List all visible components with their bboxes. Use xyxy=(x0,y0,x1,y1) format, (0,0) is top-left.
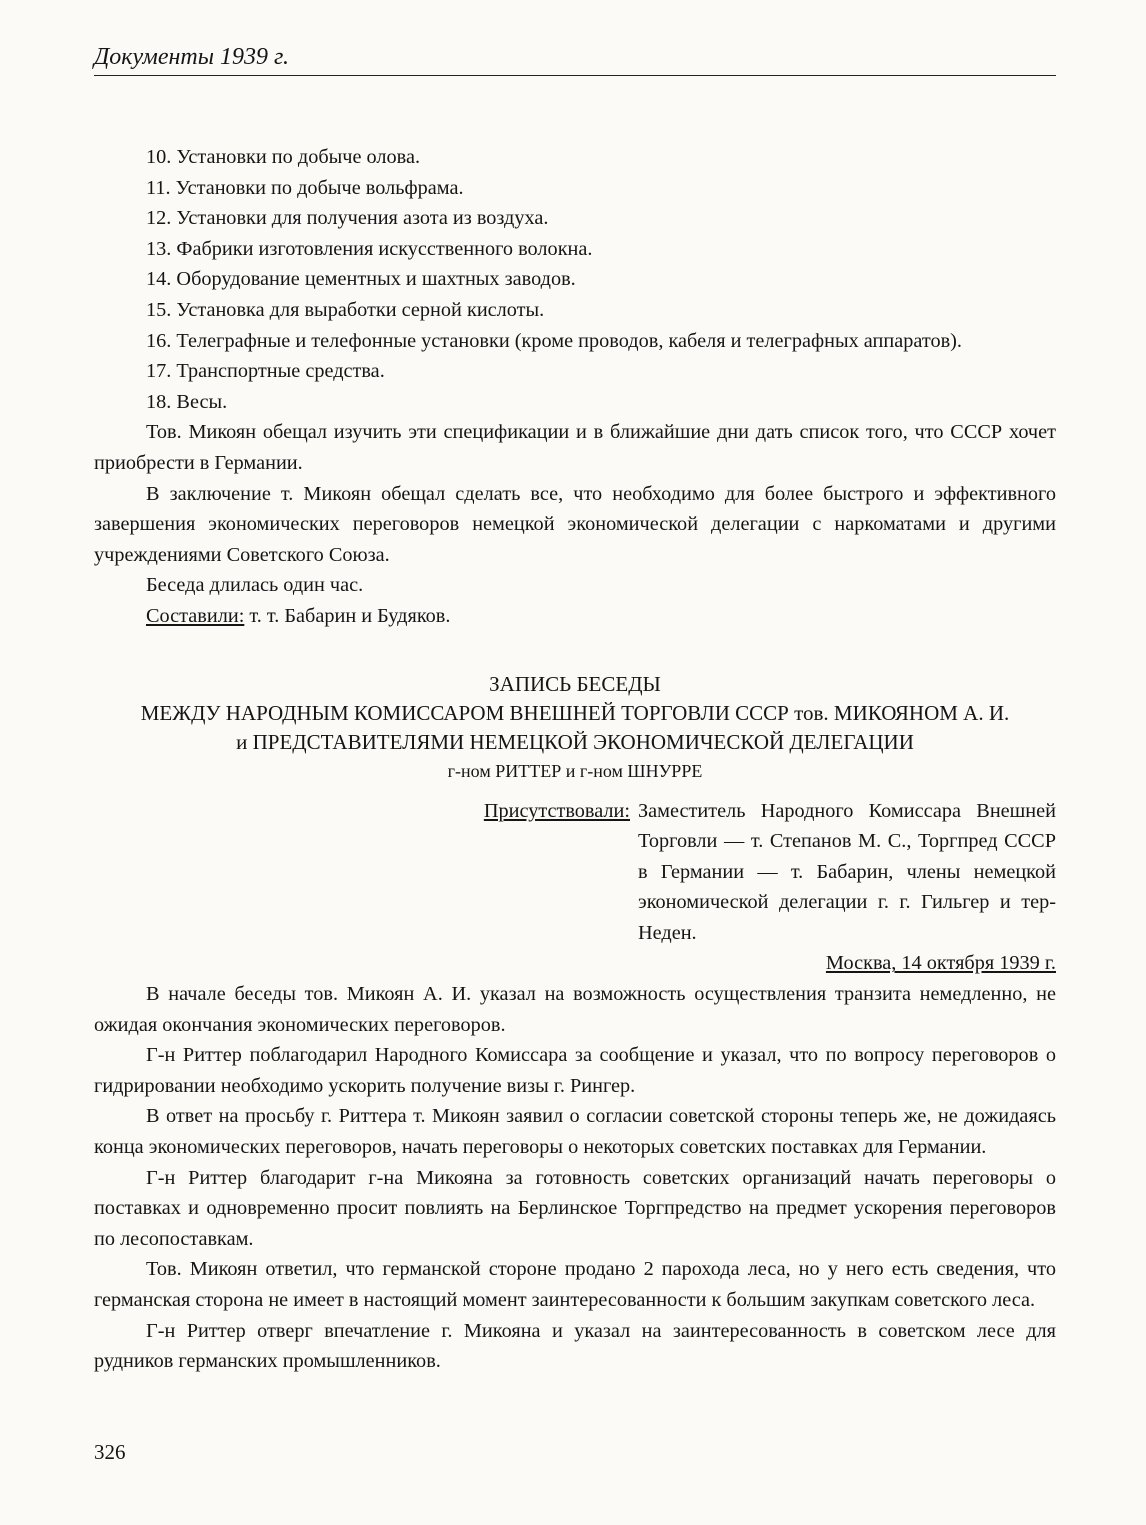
record-date-text: Москва, 14 октября 1939 г. xyxy=(825,952,1056,975)
paragraph: В начале беседы тов. Микоян А. И. указал на возможность осуществления транзита немедленно, не ожидая окончания экономических переговоров. xyxy=(94,983,1056,1036)
paragraph: Беседа длилась один час. xyxy=(146,574,364,597)
attendees-text: Заместитель Народного Комиссара Внешней Торговли — т. Степанов М. С., Торгпред СССР в Германии — т. Бабарин, члены немецкой экономической делегации г. г. Гильгер и тер-Неден. xyxy=(638,799,1056,944)
paragraph: Г-н Риттер отверг впечатление г. Микояна и указал на заинтересованность в советском лесе для рудников германских промышленников. xyxy=(94,1319,1056,1373)
record-date xyxy=(94,948,1056,979)
list-item: 12. Установки для получения азота из воздуха. xyxy=(146,207,549,230)
list-item: 13. Фабрики изготовления искусственного волокна. xyxy=(146,237,593,260)
attendees-label: Присутствовали: xyxy=(483,799,630,822)
paragraph: Г-н Риттер благодарит г-на Микояна за готовность советских организаций начать переговоры о поставках и одновременно просит повлиять на Берлинское Торгпредство на предмет ускорения переговоров по лесопоставкам. xyxy=(94,1166,1056,1250)
list-item: 11. Установки по добыче вольфрама. xyxy=(146,176,464,199)
paragraph: Тов. Микоян обещал изучить эти спецификации и в ближайшие дни дать список того, что СССР хочет приобрести в Германии. xyxy=(94,421,1056,474)
paragraph: В заключение т. Микоян обещал сделать все, что необходимо для более быстрого и эффективного завершения экономических переговоров немецкой экономической делегации с наркоматами и другими учреждениями Советского Союза. xyxy=(94,482,1056,566)
record-title-line: и ПРЕДСТАВИТЕЛЯМИ НЕМЕЦКОЙ ЭКОНОМИЧЕСКОЙ ДЕЛЕГАЦИИ xyxy=(236,729,914,754)
running-title: Документы 1939 г. xyxy=(94,44,290,70)
record-title-line: ЗАПИСЬ БЕСЕДЫ xyxy=(489,671,661,696)
signatories-names: т. т. Бабарин и Будяков. xyxy=(244,604,451,627)
page-number: 326 xyxy=(94,1440,126,1464)
paragraph: Тов. Микоян ответил, что германской стороне продано 2 парохода леса, но у него есть сведения, что германская сторона не имеет в настоящий момент заинтересованности к большим закупкам советского леса. xyxy=(94,1258,1056,1311)
list-item: 14. Оборудование цементных и шахтных заводов. xyxy=(146,268,576,291)
list-item: 18. Весы. xyxy=(146,390,228,413)
attendees-block xyxy=(94,796,1056,949)
paragraph: Г-н Риттер поблагодарил Народного Комиссара за сообщение и указал, что по вопросу переговоров о гидрировании необходимо ускорить получение визы г. Рингер. xyxy=(94,1044,1056,1097)
list-item: 17. Транспортные средства. xyxy=(146,360,385,383)
signatories-label: Составили: xyxy=(146,604,245,627)
paragraph: В ответ на просьбу г. Риттера т. Микоян заявил о согласии советской стороны теперь же, не дожидаясь конца экономических переговоров, начать переговоры о некоторых советских поставках для Германии. xyxy=(94,1105,1056,1159)
page-content xyxy=(94,142,1056,1377)
running-header xyxy=(94,44,1056,76)
signatories-line xyxy=(94,601,1056,632)
list-item: 10. Установки по добыче олова. xyxy=(146,146,421,168)
record-title xyxy=(94,670,1056,786)
record-title-line: г-ном РИТТЕР и г-ном ШНУРРЕ xyxy=(447,760,703,781)
record-title-line: МЕЖДУ НАРОДНЫМ КОМИССАРОМ ВНЕШНЕЙ ТОРГОВЛИ СССР тов. МИКОЯНОМ А. И. xyxy=(140,700,1010,725)
list-item: 16. Телеграфные и телефонные установки (кроме проводов, кабеля и телеграфных аппаратов). xyxy=(146,329,963,352)
list-item: 15. Установка для выработки серной кислоты. xyxy=(146,298,545,321)
